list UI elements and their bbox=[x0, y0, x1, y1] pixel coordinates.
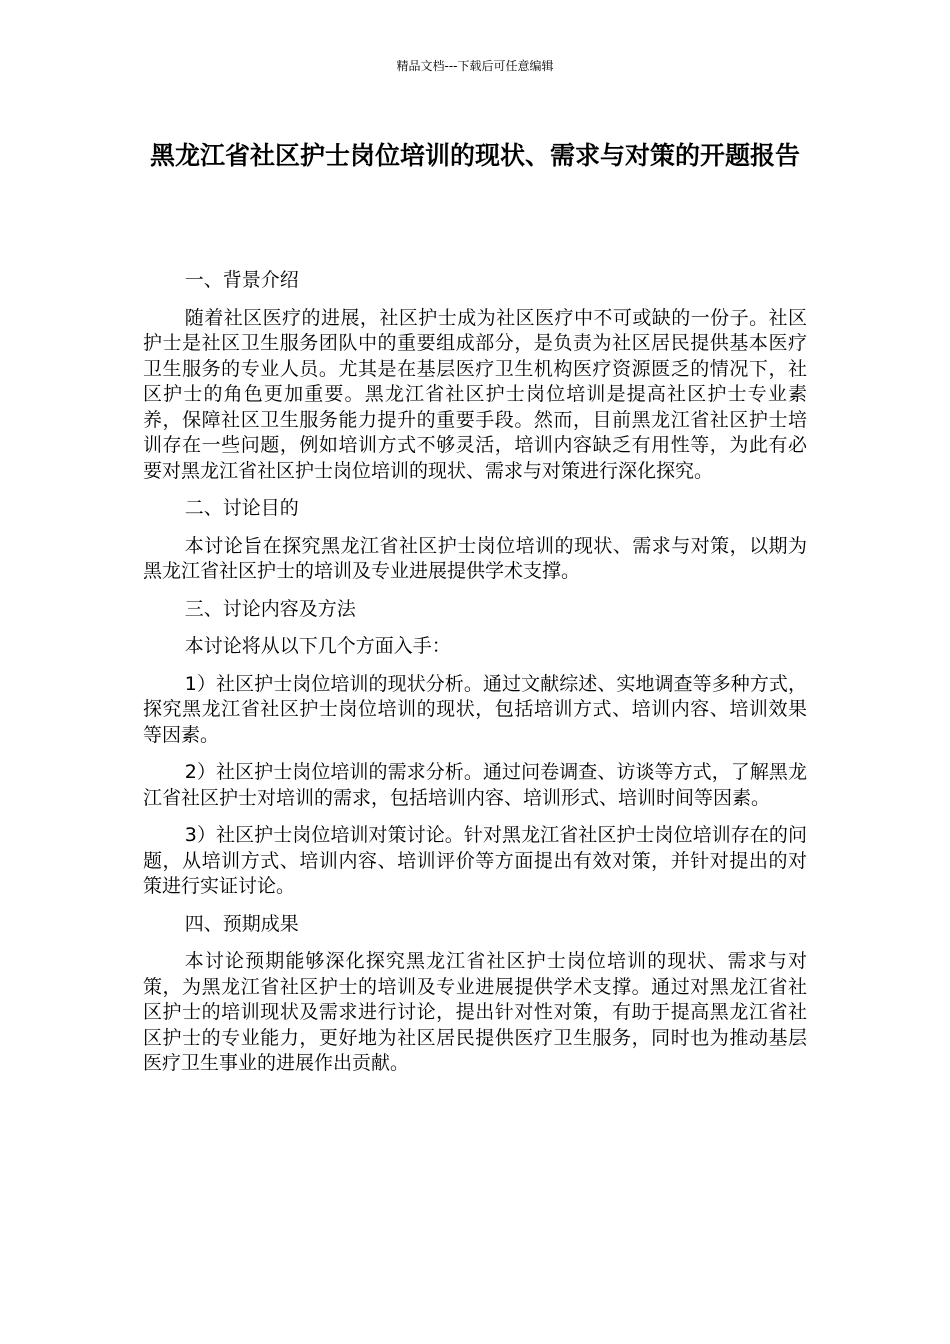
section-heading-results: 四、预期成果 bbox=[184, 912, 299, 935]
document-body bbox=[143, 268, 807, 1089]
header-note: 精品文档---下载后可任意编辑 bbox=[396, 59, 554, 73]
paragraph-purpose: 本讨论旨在探究黑龙江省社区护士岗位培训的现状、需求与对策，以期为黑龙江省社区护士的培训及专业进展提供学术支撑。 bbox=[143, 534, 807, 582]
section-heading-purpose: 二、讨论目的 bbox=[184, 497, 299, 519]
document-title: 黑龙江省社区护士岗位培训的现状、需求与对策的开题报告 bbox=[149, 141, 800, 170]
section-heading-background: 一、背景介绍 bbox=[184, 269, 299, 291]
paragraph-methods-item-3: 3）社区护士岗位培训对策讨论。针对黑龙江省社区护士岗位培训存在的问题，从培训方式、培训内容、培训评价等方面提出有效对策，并针对提出的对策进行实证讨论。 bbox=[143, 824, 807, 897]
paragraph-methods-item-1: 1）社区护士岗位培训的现状分析。通过文献综述、实地调查等多种方式，探究黑龙江省社区护士岗位培训的现状，包括培训方式、培训内容、培训效果等因素。 bbox=[143, 672, 807, 746]
paragraph-background: 随着社区医疗的进展，社区护士成为社区医疗中不可或缺的一份子。社区护士是社区卫生服务团队中的重要组成部分，是负责为社区居民提供基本医疗卫生服务的专业人员。尤其是在基层医疗卫生机构医疗资源匮乏的情况下，社区护士的角色更加重要。黑龙江省社区护士岗位培训是提高社区护士专业素养，保障社区卫生服务能力提升的重要手段。然而，目前黑龙江省社区护士培训存在一些问题，例如培训方式不够灵活，培训内容缺乏有用性等，为此有必要对黑龙江省社区护士岗位培训的现状、需求与对策进行深化探究。 bbox=[143, 306, 807, 482]
paragraph-results: 本讨论预期能够深化探究黑龙江省社区护士岗位培训的现状、需求与对策，为黑龙江省社区护士的培训及专业进展提供学术支撑。通过对黑龙江省社区护士的培训现状及需求进行讨论，提出针对性对策，有助于提高黑龙江省社区护士的专业能力，更好地为社区居民提供医疗卫生服务，同时也为推动基层医疗卫生事业的进展作出贡献。 bbox=[143, 950, 807, 1074]
paragraph-methods-intro: 本讨论将从以下几个方面入手： bbox=[184, 635, 451, 657]
paragraph-methods-item-2: 2）社区护士岗位培训的需求分析。通过问卷调查、访谈等方式，了解黑龙江省社区护士对培训的需求，包括培训内容、培训形式、培训时间等因素。 bbox=[143, 761, 807, 809]
section-heading-methods: 三、讨论内容及方法 bbox=[184, 597, 356, 620]
